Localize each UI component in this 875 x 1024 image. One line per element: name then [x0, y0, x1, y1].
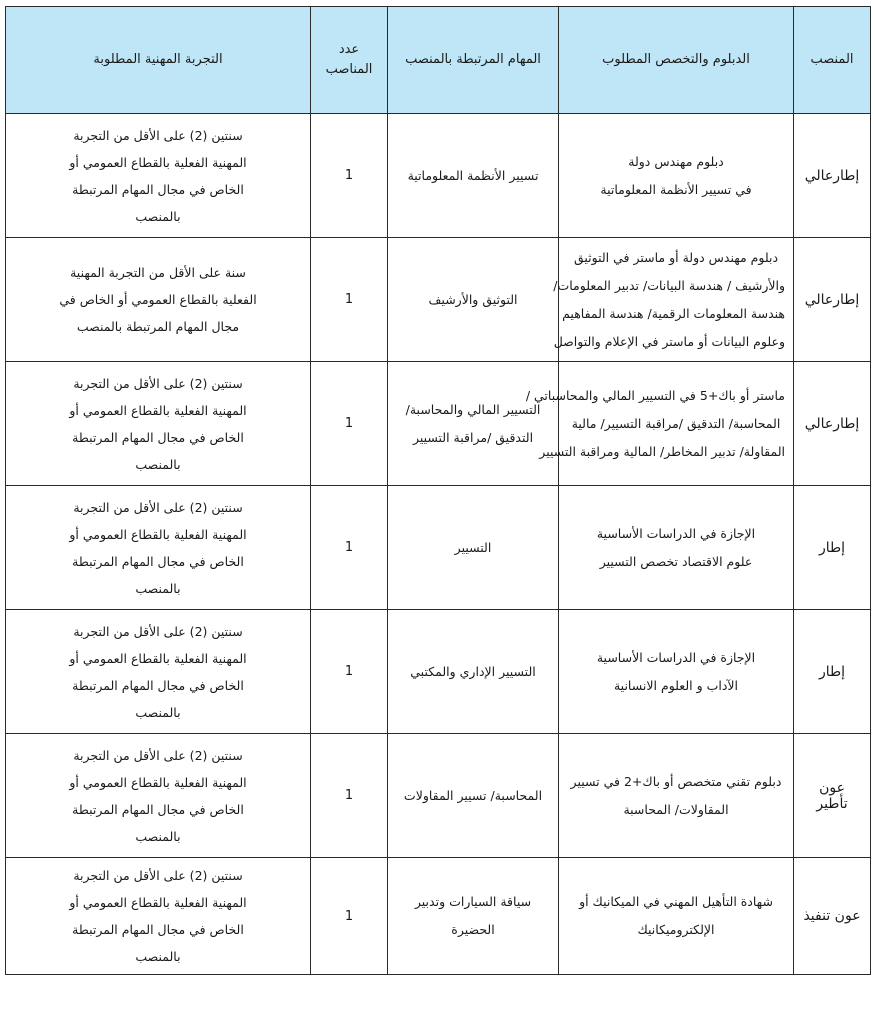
cell-post: إطار — [794, 486, 871, 610]
cell-line: الفعلية بالقطاع العمومي أو الخاص في — [59, 292, 257, 307]
header-row — [6, 7, 871, 114]
cell-tasks — [388, 610, 559, 734]
cell-tasks — [388, 114, 559, 238]
cell-line: المهنية الفعلية بالقطاع العمومي أو — [69, 650, 247, 666]
cell-diploma — [559, 858, 794, 975]
cell-experience — [6, 610, 311, 734]
cell-line: وعلوم البيانات أو ماستر في الإعلام والتواصل — [553, 333, 785, 349]
cell-line: في تسيير الأنظمة المعلوماتية — [600, 181, 752, 197]
cell-post: عون تنفيذ — [794, 858, 871, 975]
cell-post: إطار — [794, 610, 871, 734]
header-tasks: المهام المرتبطة بالمنصب — [388, 7, 559, 114]
cell-line: التسيير الإداري والمكتبي — [410, 663, 536, 679]
cell-experience — [6, 114, 311, 238]
header-experience: التجربة المهنية المطلوبة — [6, 7, 311, 114]
cell-line: الخاص في مجال المهام المرتبطة — [72, 801, 244, 817]
cell-line: الإجازة في الدراسات الأساسية — [596, 525, 756, 541]
cell-line: دبلوم مهندس دولة — [628, 153, 724, 169]
header-diploma: الدبلوم والتخصص المطلوب — [559, 7, 794, 114]
cell-count: 1 — [311, 362, 388, 486]
cell-line: سنة على الأقل من التجربة المهنية — [70, 265, 246, 280]
cell-diploma — [525, 362, 794, 486]
cell-line: الإجازة في الدراسات الأساسية — [596, 649, 756, 665]
cell-line: المقاولات/ المحاسبة — [623, 801, 729, 817]
cell-line: هندسة المعلومات الرقمية/ هندسة المفاهيم — [562, 305, 785, 321]
cell-line: ماستر أو باك+5 في التسيير المالي والمحاسباتي / — [525, 387, 785, 403]
cell-line: سنتين (2) على الأقل من التجربة — [73, 623, 243, 639]
cell-line: بالمنصب — [135, 949, 181, 964]
cell-experience — [6, 486, 311, 610]
cell-line: المهنية الفعلية بالقطاع العمومي أو — [69, 774, 247, 790]
cell-line: المقاولة/ تدبير المخاطر/ المالية ومراقبة التسيير — [539, 443, 785, 459]
table-row — [6, 362, 871, 486]
cell-post: إطارعالي — [794, 362, 871, 486]
cell-line: والأرشيف / هندسة البيانات/ تدبير المعلومات/ — [553, 277, 785, 293]
cell-experience — [6, 858, 311, 975]
cell-line: الخاص في مجال المهام المرتبطة — [72, 553, 244, 569]
cell-line: الحضيرة — [451, 922, 495, 937]
cell-diploma — [559, 486, 794, 610]
cell-line: سنتين (2) على الأقل من التجربة — [73, 747, 243, 763]
cell-line: المهنية الفعلية بالقطاع العمومي أو — [69, 154, 247, 170]
cell-line: التدقيق /مراقبة التسيير — [412, 429, 534, 445]
cell-count: 1 — [311, 486, 388, 610]
cell-line: الخاص في مجال المهام المرتبطة — [72, 922, 244, 937]
cell-line: علوم الاقتصاد تخصص التسيير — [599, 553, 753, 569]
cell-diploma — [553, 238, 794, 362]
cell-line: مجال المهام المرتبطة بالمنصب — [76, 319, 240, 334]
cell-post: إطارعالي — [794, 238, 871, 362]
cell-line: سياقة السيارات وتدبير — [414, 894, 532, 909]
cell-line: المحاسبة/ تسيير المقاولات — [403, 787, 543, 803]
cell-count: 1 — [311, 734, 388, 858]
table-row — [6, 486, 871, 610]
cell-experience — [6, 734, 311, 858]
cell-line: الآداب و العلوم الانسانية — [613, 677, 738, 693]
cell-post: إطارعالي — [794, 114, 871, 238]
cell-line: تسيير الأنظمة المعلوماتية — [407, 167, 539, 183]
table-row — [6, 858, 871, 975]
cell-line: بالمنصب — [135, 208, 181, 224]
table-row — [6, 610, 871, 734]
cell-line: بالمنصب — [135, 580, 181, 596]
cell-line: الخاص في مجال المهام المرتبطة — [72, 677, 244, 693]
cell-tasks — [388, 734, 559, 858]
header-count-line: عدد — [338, 42, 360, 57]
cell-tasks — [388, 362, 559, 486]
table-row — [6, 734, 871, 858]
cell-count: 1 — [311, 858, 388, 975]
cell-line: سنتين (2) على الأقل من التجربة — [73, 868, 243, 883]
cell-post: عون تأطير — [794, 734, 871, 858]
cell-diploma — [559, 734, 794, 858]
cell-line: سنتين (2) على الأقل من التجربة — [73, 127, 243, 143]
cell-count: 1 — [311, 114, 388, 238]
cell-experience — [6, 362, 311, 486]
header-count — [311, 7, 388, 114]
cell-line: بالمنصب — [135, 456, 181, 472]
cell-count: 1 — [311, 238, 388, 362]
cell-line: المهنية الفعلية بالقطاع العمومي أو — [69, 895, 247, 910]
cell-tasks — [388, 486, 559, 610]
cell-line: المهنية الفعلية بالقطاع العمومي أو — [69, 402, 247, 418]
cell-line: الخاص في مجال المهام المرتبطة — [72, 181, 244, 197]
cell-line: المحاسبة/ التدقيق /مراقبة التسيير/ مالية — [571, 415, 781, 431]
cell-line: التسيير — [454, 539, 492, 555]
cell-line: دبلوم مهندس دولة أو ماستر في التوثيق — [573, 249, 779, 265]
table-header — [6, 7, 871, 114]
cell-line: التسيير المالي والمحاسبة/ — [405, 401, 541, 417]
cell-line: سنتين (2) على الأقل من التجربة — [73, 375, 243, 391]
cell-diploma — [559, 610, 794, 734]
header-post: المنصب — [794, 7, 871, 114]
cell-line: التوثيق والأرشيف — [428, 291, 518, 307]
cell-line: دبلوم تقني متخصص أو باك+2 في تسيير — [570, 773, 782, 789]
cell-experience — [6, 238, 311, 362]
cell-line: الخاص في مجال المهام المرتبطة — [72, 429, 244, 445]
cell-line: الإلكتروميكانيك — [637, 922, 715, 937]
table-row — [6, 238, 871, 362]
cell-tasks — [388, 858, 559, 975]
cell-line: سنتين (2) على الأقل من التجربة — [73, 499, 243, 515]
table-row — [6, 114, 871, 238]
cell-line: المهنية الفعلية بالقطاع العمومي أو — [69, 526, 247, 542]
cell-line: بالمنصب — [135, 828, 181, 844]
cell-tasks — [388, 238, 559, 362]
cell-line: بالمنصب — [135, 704, 181, 720]
table-body — [6, 114, 871, 975]
cell-count: 1 — [311, 610, 388, 734]
cell-line: شهادة التأهيل المهني في الميكانيك أو — [579, 894, 773, 909]
header-count-line: المناصب — [325, 62, 373, 77]
cell-diploma — [559, 114, 794, 238]
positions-table — [5, 6, 871, 975]
